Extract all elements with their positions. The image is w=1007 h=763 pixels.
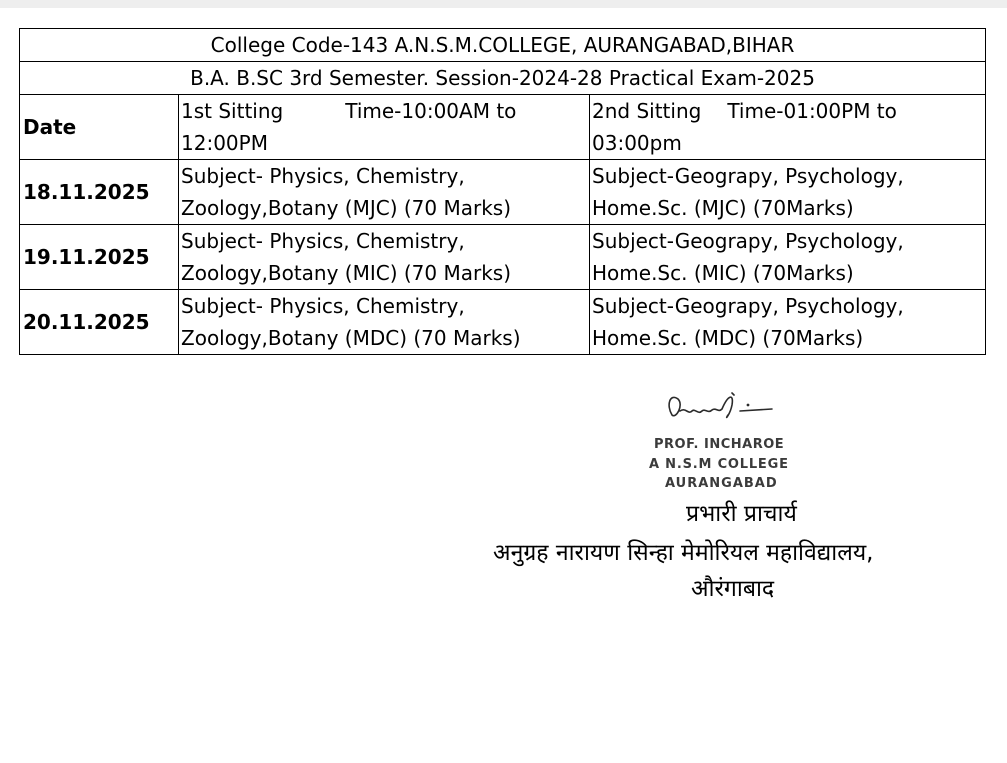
signatory-city: औरंगाबाद (691, 576, 775, 602)
second-sitting-header (590, 95, 986, 160)
exam-line: B.A. B.SC 3rd Semester. Session-2024-28 Practical Exam-2025 (20, 62, 986, 95)
first-sitting-cell (179, 290, 590, 355)
row-date: 20.11.2025 (20, 290, 179, 355)
first-sitting-subjects: Subject- Physics, Chemistry, (181, 164, 465, 188)
top-bar (0, 0, 1007, 8)
second-sitting-cell (590, 290, 986, 355)
first-sitting-papers: Zoology,Botany (MDC) (70 Marks) (181, 326, 521, 350)
first-sitting-end: 12:00PM (181, 131, 268, 155)
first-sitting-cell (179, 225, 590, 290)
first-sitting-cell (179, 160, 590, 225)
second-sitting-end: 03:00pm (592, 131, 682, 155)
college-line: College Code-143 A.N.S.M.COLLEGE, AURANGABAD,BIHAR (20, 29, 986, 62)
signatory-college: अनुग्रह नारायण सिन्हा मेमोरियल महाविद्यालय, (493, 540, 874, 566)
stamp-line-title: PROF. INCHAROE (654, 437, 785, 452)
exam-header-row (20, 62, 986, 95)
first-sitting-time: Time-10:00AM to (345, 99, 517, 123)
principal-stamp (640, 385, 810, 495)
second-sitting-cell (590, 225, 986, 290)
signatory-designation: प्रभारी प्राचार्य (686, 501, 797, 527)
first-sitting-subjects: Subject- Physics, Chemistry, (181, 294, 465, 318)
second-sitting-papers: Home.Sc. (MIC) (70Marks) (592, 261, 854, 285)
stamp-line-college: A N.S.M COLLEGE (649, 457, 789, 472)
table-row (20, 290, 986, 355)
first-sitting-papers: Zoology,Botany (MIC) (70 Marks) (181, 261, 512, 285)
second-sitting-papers: Home.Sc. (MJC) (70Marks) (592, 196, 854, 220)
first-sitting-papers: Zoology,Botany (MJC) (70 Marks) (181, 196, 512, 220)
first-sitting-header (179, 95, 590, 160)
second-sitting-time: Time-01:00PM to (727, 99, 897, 123)
first-sitting-subjects: Subject- Physics, Chemistry, (181, 229, 465, 253)
date-column-header: Date (20, 95, 179, 160)
second-sitting-cell (590, 160, 986, 225)
row-date: 18.11.2025 (20, 160, 179, 225)
second-sitting-subjects: Subject-Geograpy, Psychology, (592, 164, 904, 188)
table-row (20, 160, 986, 225)
second-sitting-papers: Home.Sc. (MDC) (70Marks) (592, 326, 864, 350)
college-header-row (20, 29, 986, 62)
column-header-row (20, 95, 986, 160)
second-sitting-label: 2nd Sitting (592, 99, 702, 123)
second-sitting-subjects: Subject-Geograpy, Psychology, (592, 229, 904, 253)
stamp-line-city: AURANGABAD (665, 476, 778, 491)
exam-schedule-table (19, 28, 986, 355)
first-sitting-label: 1st Sitting (181, 99, 284, 123)
table-row (20, 225, 986, 290)
second-sitting-subjects: Subject-Geograpy, Psychology, (592, 294, 904, 318)
signature-icon (662, 385, 782, 427)
row-date: 19.11.2025 (20, 225, 179, 290)
